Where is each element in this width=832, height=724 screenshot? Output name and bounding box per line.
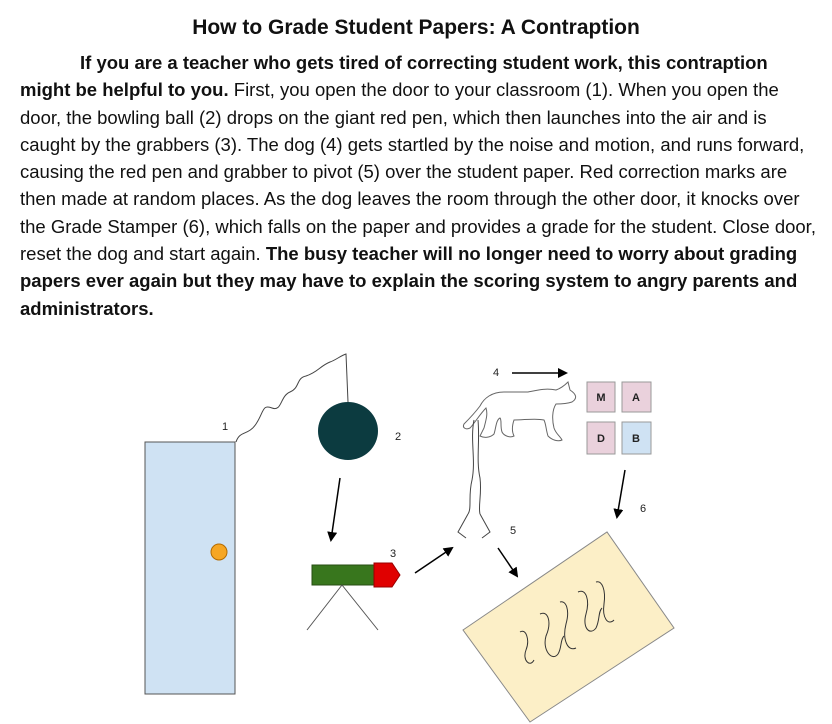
pen-stand [307,585,378,630]
stamp-letter-b: B [632,433,640,445]
stamp-letter-d: D [597,433,605,445]
door-knob [211,544,227,560]
grabber-arm [468,420,481,514]
grabber-claws [458,514,490,538]
outro-bold-text: The busy teacher will no longer need to worry about grading papers ever again but they may have to explain the scoring system to angry parents and administrators. [20,243,798,319]
pen-body [312,565,374,585]
intro-bold-text: If you are a teacher who gets tired of correcting student work, this contraption might be helpful to you. [20,52,768,101]
stamp-letter-m: M [596,392,606,404]
label-pen: 3 [390,548,397,560]
bowling-ball [318,402,378,460]
page-title: How to Grade Student Papers: A Contraption [192,16,640,39]
arrow-pen-to-grabber [415,548,452,573]
label-door: 1 [222,421,229,433]
body-text: First, you open the door to your classroom (1). When you open the door, the bowling ball (2) drops on the giant red pen, which then launches into the air and is caught by the grabbers (3). The dog (4) gets startled by the noise and motion, and runs forward, causing the red pen and grabber to pivot (5) over the student paper. Red correction marks are then made at random places. As the dog leaves the room through the other door, it knocks over the Grade Stamper (6), which falls on the paper and provides a grade for the student. Close door, reset the dog and start again. [20,79,816,265]
stamp-letter-a: A [632,392,640,404]
arrow-stamper-to-paper [617,470,625,517]
arrow-ball-to-pen [331,478,340,540]
label-pivot: 5 [510,525,517,537]
dog-outline [463,382,575,441]
pen-tip [374,563,400,587]
label-dog: 4 [493,367,500,379]
student-paper [463,532,674,722]
label-stamper: 6 [640,503,647,515]
label-ball: 2 [395,431,402,443]
door [145,442,235,694]
arrow-pivot [498,548,517,576]
